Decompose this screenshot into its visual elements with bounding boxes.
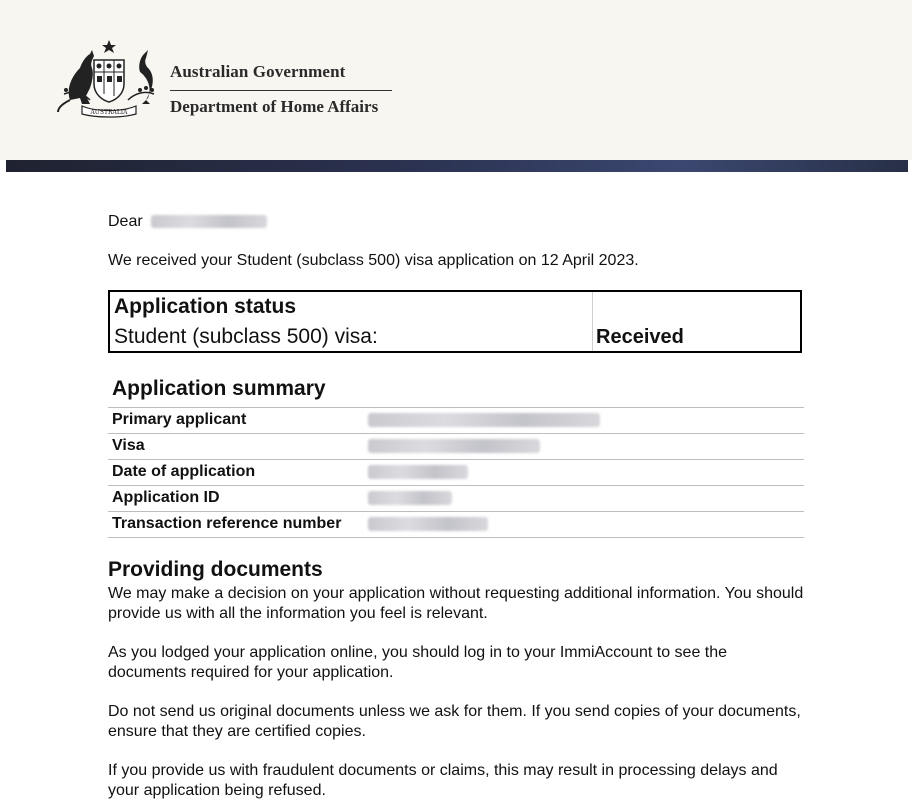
redacted-applicant-name (151, 215, 267, 228)
redacted-value (368, 491, 452, 505)
department-name: Department of Home Affairs (170, 97, 379, 116)
received-notice: We received your Student (subclass 500) visa application on 12 April 2023. (108, 252, 639, 269)
letterhead (0, 0, 912, 160)
summary-row-label: Transaction reference number (112, 515, 342, 532)
salutation (108, 212, 267, 232)
redacted-value (368, 439, 540, 453)
summary-row-label: Primary applicant (112, 411, 247, 428)
documents-paragraph: Do not send us original documents unless we ask for them. If you send copies of your documents, ensure that they are certified copies. (108, 703, 801, 740)
summary-row-label: Date of application (112, 463, 256, 480)
summary-row-label: Visa (112, 437, 145, 454)
crest-scroll-label: AUSTRALIA (90, 109, 128, 116)
summary-row-label: Application ID (112, 489, 220, 506)
summary-table (108, 407, 804, 538)
application-status-box (108, 290, 802, 353)
status-visa-label: Student (subclass 500) visa: (114, 325, 378, 348)
documents-paragraph: We may make a decision on your application without requesting additional information. You should provide us with all the information you feel is relevant. (108, 585, 804, 622)
status-divider (592, 292, 593, 351)
status-title: Application status (114, 295, 297, 318)
summary-row-date (108, 460, 804, 486)
salutation-text: Dear (108, 213, 143, 230)
summary-title: Application summary (112, 377, 326, 400)
redacted-value (368, 517, 488, 531)
summary-row-application-id (108, 486, 804, 512)
header-band (6, 160, 908, 172)
summary-row-transaction-ref (108, 512, 804, 538)
redacted-value (368, 413, 600, 427)
documents-paragraph: As you lodged your application online, you should log in to your ImmiAccount to see the documents required for your application. (108, 644, 728, 681)
summary-row-primary-applicant (108, 408, 804, 434)
status-value: Received (596, 326, 684, 348)
summary-row-visa (108, 434, 804, 460)
government-name: Australian Government (170, 62, 392, 91)
documents-paragraph: If you provide us with fraudulent documents or claims, this may result in processing delays and your application being refused. (108, 762, 778, 799)
coat-of-arms-icon (56, 38, 162, 118)
documents-title: Providing documents (108, 558, 323, 581)
redacted-value (368, 465, 468, 479)
